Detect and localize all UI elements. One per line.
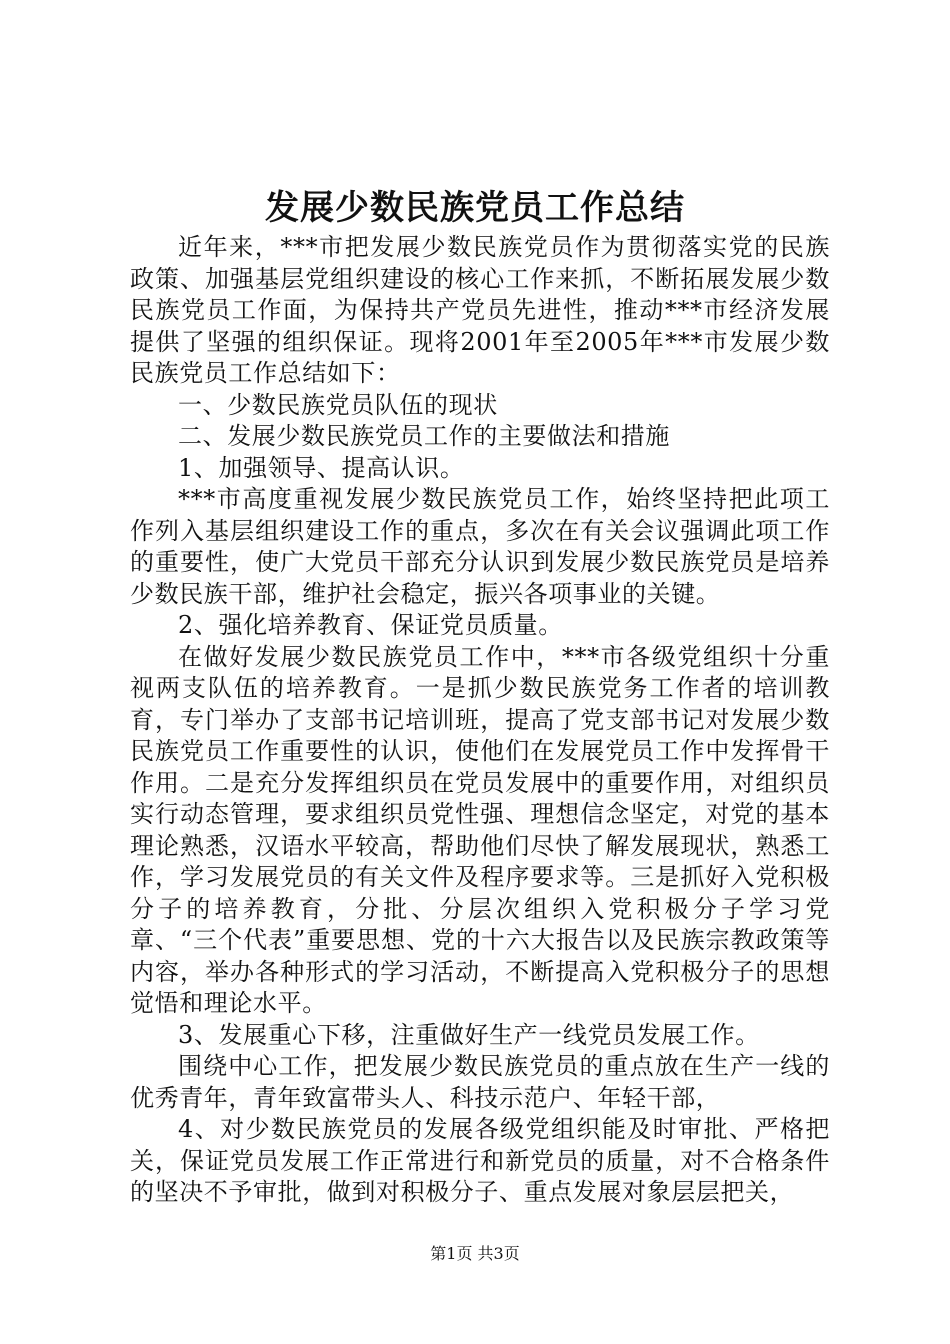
paragraph-item-2: 在做好发展少数民族党员工作中，***市各级党组织十分重视两支队伍的培养教育。一是抓少数民族党务工作者的培训教育，专门举办了支部书记培训班，提高了党支部书记对发展少数民族党员工作重要性的认识，使他们在发展党员工作中发挥骨干作用。二是充分发挥组织员在党员发展中的重要作用，对组织员实行动态管理，要求组织员党性强、理想信念坚定，对党的基本理论熟悉，汉语水平较高，帮助他们尽快了解发展现状，熟悉工作，学习发展党员的有关文件及程序要求等。三是抓好入党积极分子的培养教育，分批、分层次组织入党积极分子学习党章、“三个代表”重要思想、党的十六大报告以及民族宗教政策等内容，举办各种形式的学习活动，不断提高入党积极分子的思想觉悟和理论水平。 bbox=[130, 642, 830, 1017]
heading-section-2: 二、发展少数民族党员工作的主要做法和措施 bbox=[178, 422, 670, 450]
subheading-item-1: 1、加强领导、提高认识。 bbox=[178, 453, 465, 482]
paragraph-item-3: 围绕中心工作，把发展少数民族党员的重点放在生产一线的优秀青年，青年致富带头人、科技示范户、年轻干部， bbox=[130, 1052, 830, 1112]
paragraph-intro: 近年来，***市把发展少数民族党员作为贯彻落实党的民族政策、加强基层党组织建设的核心工作来抓，不断拓展发展少数民族党员工作面，为保持共产党员先进性，推动***市经济发展提供了坚强的组织保证。现将2001年至2005年***市发展少数民族党员工作总结如下： bbox=[130, 233, 830, 387]
paragraph-item-4: 4、对少数民族党员的发展各级党组织能及时审批、严格把关，保证党员发展工作正常进行和新党员的质量，对不合格条件的坚决不予审批，做到对积极分子、重点发展对象层层把关， bbox=[130, 1115, 830, 1206]
subheading-item-2: 2、强化培养教育、保证党员质量。 bbox=[178, 611, 563, 639]
document-title: 发展少数民族党员工作总结 bbox=[265, 188, 685, 228]
subheading-item-3: 3、发展重心下移，注重做好生产一线党员发展工作。 bbox=[178, 1020, 760, 1049]
heading-section-1: 一、少数民族党员队伍的现状 bbox=[178, 390, 498, 419]
document-body bbox=[130, 232, 830, 1209]
paragraph-item-1: ***市高度重视发展少数民族党员工作，始终坚持把此项工作列入基层组织建设工作的重点，多次在有关会议强调此项工作的重要性，使广大党员干部充分认识到发展少数民族党员是培养少数民族干部，维护社会稳定，振兴各项事业的关键。 bbox=[130, 485, 830, 608]
page-footer: 第1页 共3页 bbox=[430, 1244, 520, 1263]
